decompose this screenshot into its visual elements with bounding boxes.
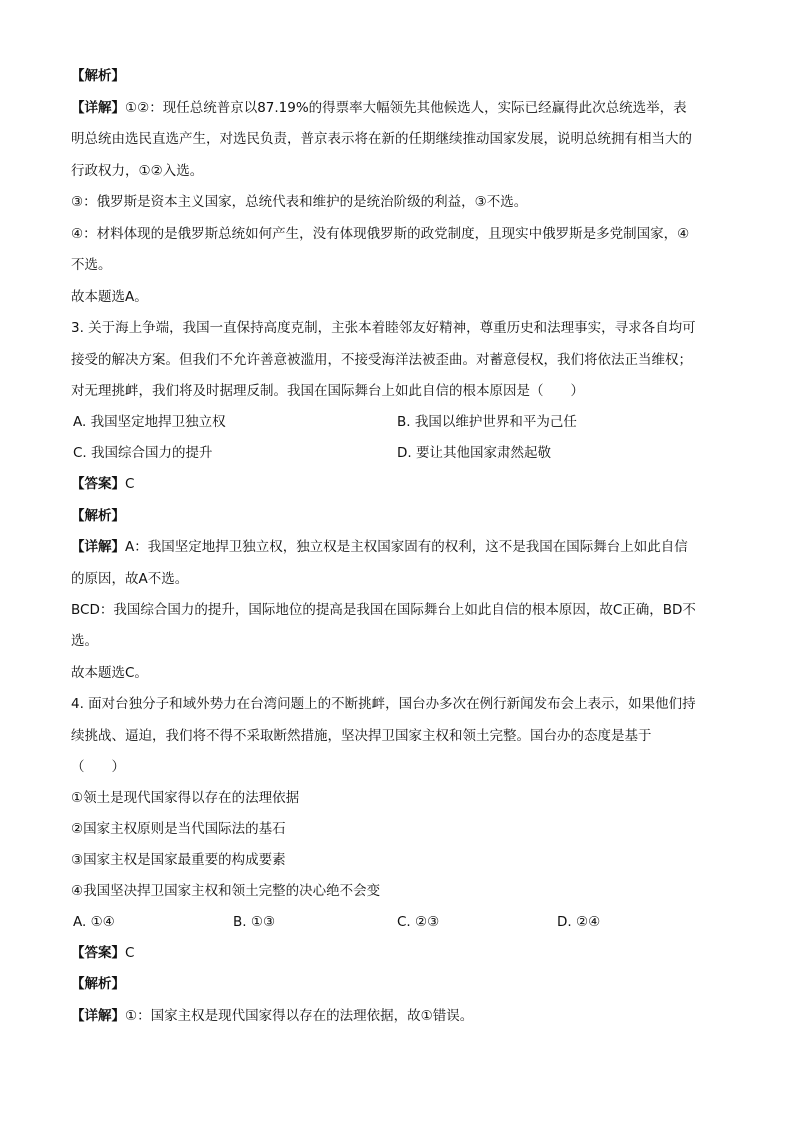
q4-option-b: B. ①③ xyxy=(233,914,276,930)
question-4-stem: 4. 面对台独分子和域外势力在台湾问题上的不断挑衅，国台办多次在例行新闻发布会上表示，如果他们持 xyxy=(71,696,696,712)
q4-option-a: A. ①④ xyxy=(73,914,115,930)
question-4-stem-line: （ ） xyxy=(71,759,125,775)
q3-option-c: C. 我国综合国力的提升 xyxy=(73,445,213,461)
q4-answer: 【答案】C xyxy=(71,945,135,961)
question-3-stem: 3. 关于海上争端，我国一直保持高度克制，主张本着睦邻友好精神，尊重历史和法理事实，寻求各自均可 xyxy=(71,320,696,336)
q4-item: ②国家主权原则是当代国际法的基石 xyxy=(71,821,286,837)
detail-paragraph: ③：俄罗斯是资本主义国家，总统代表和维护的是统治阶级的利益，③不选。 xyxy=(71,194,528,210)
q3-option-a: A. 我国坚定地捍卫独立权 xyxy=(73,414,226,430)
detail-paragraph-line: 行政权力，①②入选。 xyxy=(71,163,204,179)
q4-item: ③国家主权是国家最重要的构成要素 xyxy=(71,852,286,868)
analysis-heading: 【解析】 xyxy=(71,68,125,84)
detail-paragraph: 【详解】①②：现任总统普京以87.19%的得票率大幅领先其他候选人，实际已经赢得此次总统选举，表 xyxy=(71,100,687,116)
q3-detail-line: 选。 xyxy=(71,633,98,649)
q3-analysis-heading: 【解析】 xyxy=(71,508,125,524)
q4-option-d: D. ②④ xyxy=(557,914,601,930)
detail-paragraph-line: 明总统由选民直选产生，对选民负责，普京表示将在新的任期继续推动国家发展，说明总统拥有相当大的 xyxy=(71,131,692,147)
q4-analysis-heading: 【解析】 xyxy=(71,976,125,992)
q3-detail: 【详解】A：我国坚定地捍卫独立权，独立权是主权国家固有的权利，这不是我国在国际舞台上如此自信 xyxy=(71,539,688,555)
question-3-stem-line: 对无理挑衅，我们将及时据理反制。我国在国际舞台上如此自信的根本原因是（ ） xyxy=(71,383,584,399)
q4-detail: 【详解】①：国家主权是现代国家得以存在的法理依据，故①错误。 xyxy=(71,1008,474,1024)
q3-detail-line: 的原因，故A不选。 xyxy=(71,571,189,587)
question-4-stem-line: 续挑战、逼迫，我们将不得不采取断然措施，坚决捍卫国家主权和领土完整。国台办的态度是基于 xyxy=(71,728,652,744)
q3-conclusion: 故本题选C。 xyxy=(71,665,148,681)
q3-option-d: D. 要让其他国家肃然起敬 xyxy=(397,445,551,461)
q4-item: ①领土是现代国家得以存在的法理依据 xyxy=(71,790,300,806)
detail-paragraph-line: 不选。 xyxy=(71,257,112,273)
q3-answer: 【答案】C xyxy=(71,476,135,492)
q4-option-c: C. ②③ xyxy=(397,914,440,930)
question-3-stem-line: 接受的解决方案。但我们不允许善意被滥用，不接受海洋法被歪曲。对蓄意侵权，我们将依法正当维权； xyxy=(71,352,692,368)
conclusion-text: 故本题选A。 xyxy=(71,289,148,305)
q4-item: ④我国坚决捍卫国家主权和领土完整的决心绝不会变 xyxy=(71,883,381,899)
detail-paragraph: ④：材料体现的是俄罗斯总统如何产生，没有体现俄罗斯的政党制度，且现实中俄罗斯是多党制国家，④ xyxy=(71,226,690,242)
q3-option-b: B. 我国以维护世界和平为己任 xyxy=(397,414,577,430)
q3-detail-line: BCD：我国综合国力的提升，国际地位的提高是我国在国际舞台上如此自信的根本原因，故C正确，BD不 xyxy=(71,602,696,618)
